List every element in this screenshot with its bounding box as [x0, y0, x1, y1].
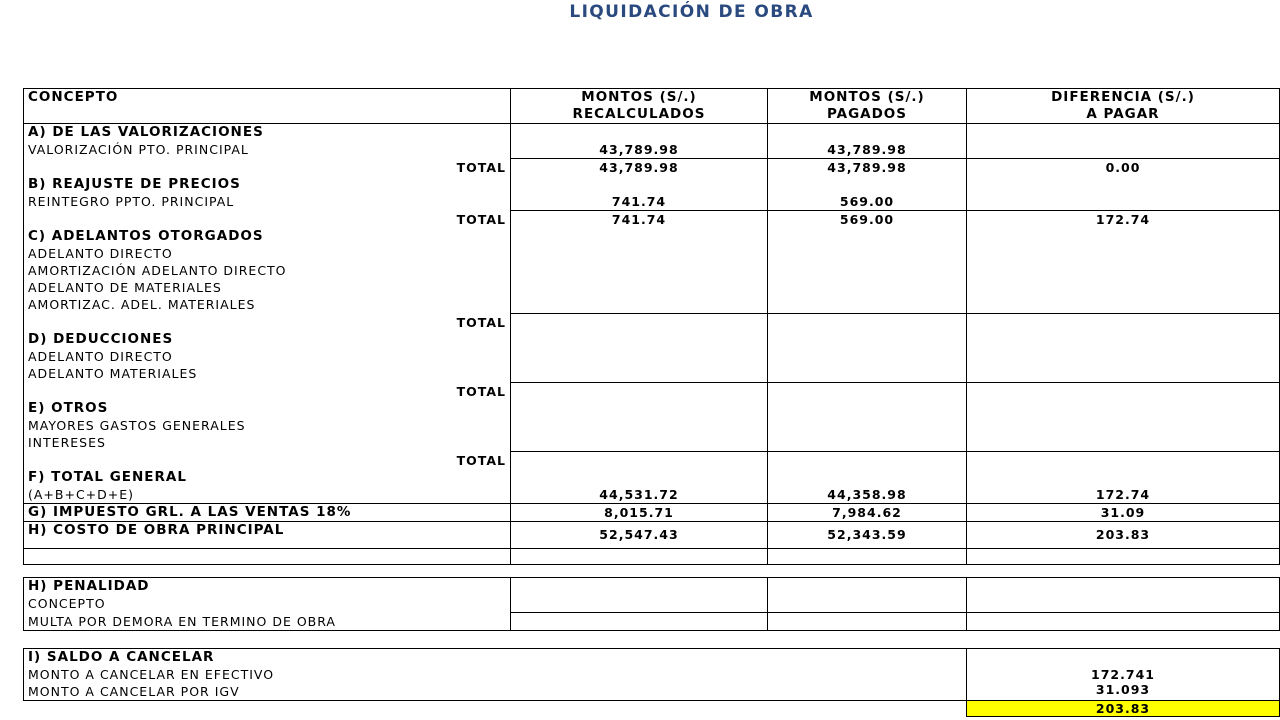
penalidad-title: H) PENALIDAD — [24, 578, 511, 596]
penalidad-table — [23, 577, 1280, 631]
liquidation-table — [23, 88, 1280, 565]
header-concepto: CONCEPTO — [24, 89, 511, 107]
section-f-diff: 172.74 — [967, 486, 1280, 504]
section-b-total-diff: 172.74 — [967, 211, 1280, 229]
header-pagados-line1: MONTOS (S/.) — [768, 89, 967, 107]
section-b-item: REINTEGRO PPTO. PRINCIPAL — [24, 193, 511, 211]
section-f-formula: (A+B+C+D+E) — [24, 486, 511, 504]
section-c-item: ADELANTO DIRECTO — [24, 245, 511, 262]
section-g-diff: 31.09 — [967, 504, 1280, 522]
section-a-item: VALORIZACIÓN PTO. PRINCIPAL — [24, 141, 511, 159]
section-b-total-label: TOTAL — [24, 211, 511, 229]
section-e-item: MAYORES GASTOS GENERALES — [24, 417, 511, 434]
saldo-total-value: 203.83 — [967, 701, 1280, 717]
section-h-title: H) COSTO DE OBRA PRINCIPAL — [24, 522, 511, 549]
section-b-total-pagado: 569.00 — [768, 211, 967, 229]
section-h-pagado: 52,343.59 — [768, 522, 967, 549]
saldo-igv-value: 31.093 — [967, 683, 1280, 701]
penalidad-concepto: CONCEPTO — [24, 595, 511, 613]
section-e-total-label: TOTAL — [24, 452, 511, 470]
section-g-recalc: 8,015.71 — [511, 504, 768, 522]
section-c-item: AMORTIZAC. ADEL. MATERIALES — [24, 296, 511, 314]
header-diferencia-line2: A PAGAR — [967, 106, 1280, 124]
section-d-item: ADELANTO DIRECTO — [24, 348, 511, 365]
header-recalculados-line2: RECALCULADOS — [511, 106, 768, 124]
section-c-title: C) ADELANTOS OTORGADOS — [24, 228, 511, 245]
section-f-title: F) TOTAL GENERAL — [24, 469, 511, 486]
section-a-total-label: TOTAL — [24, 159, 511, 177]
section-b-item-pagado: 569.00 — [768, 193, 967, 211]
section-a-total-pagado: 43,789.98 — [768, 159, 967, 177]
section-f-pagado: 44,358.98 — [768, 486, 967, 504]
section-a-title: A) DE LAS VALORIZACIONES — [24, 124, 511, 142]
section-d-title: D) DEDUCCIONES — [24, 331, 511, 348]
saldo-title: I) SALDO A CANCELAR — [24, 649, 967, 667]
section-h-diff: 203.83 — [967, 522, 1280, 549]
section-a-item-recalc: 43,789.98 — [511, 141, 768, 159]
section-f-recalc: 44,531.72 — [511, 486, 768, 504]
header-recalculados-line1: MONTOS (S/.) — [511, 89, 768, 107]
section-c-item: ADELANTO DE MATERIALES — [24, 279, 511, 296]
section-g-title: G) IMPUESTO GRL. A LAS VENTAS 18% — [24, 504, 511, 522]
saldo-igv-label: MONTO A CANCELAR POR IGV — [24, 683, 967, 701]
section-d-total-label: TOTAL — [24, 383, 511, 401]
section-h-recalc: 52,547.43 — [511, 522, 768, 549]
section-a-item-pagado: 43,789.98 — [768, 141, 967, 159]
section-d-item: ADELANTO MATERIALES — [24, 365, 511, 383]
section-a-total-recalc: 43,789.98 — [511, 159, 768, 177]
section-b-item-recalc: 741.74 — [511, 193, 768, 211]
section-c-total-label: TOTAL — [24, 314, 511, 332]
section-b-title: B) REAJUSTE DE PRECIOS — [24, 176, 511, 193]
saldo-efectivo-label: MONTO A CANCELAR EN EFECTIVO — [24, 666, 967, 683]
section-b-total-recalc: 741.74 — [511, 211, 768, 229]
saldo-table — [23, 648, 1280, 717]
section-a-total-diff: 0.00 — [967, 159, 1280, 177]
page-title: LIQUIDACIÓN DE OBRA — [569, 2, 814, 22]
section-c-item: AMORTIZACIÓN ADELANTO DIRECTO — [24, 262, 511, 279]
section-e-title: E) OTROS — [24, 400, 511, 417]
penalidad-item: MULTA POR DEMORA EN TERMINO DE OBRA — [24, 613, 511, 631]
saldo-efectivo-value: 172.741 — [967, 666, 1280, 683]
section-g-pagado: 7,984.62 — [768, 504, 967, 522]
section-e-item: INTERESES — [24, 434, 511, 452]
header-pagados-line2: PAGADOS — [768, 106, 967, 124]
header-diferencia-line1: DIFERENCIA (S/.) — [967, 89, 1280, 107]
